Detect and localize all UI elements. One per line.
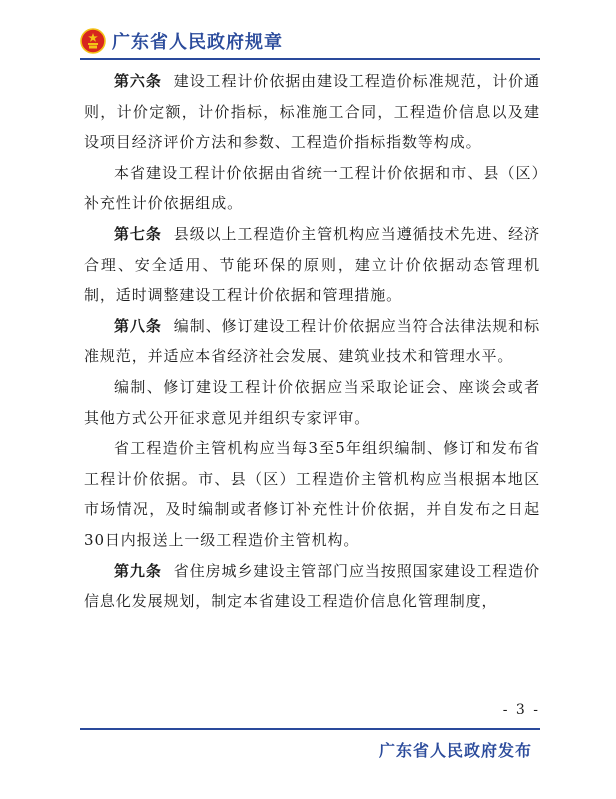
article-7-paragraph xyxy=(84,219,540,311)
article-8-text-2: 编制、修订建设工程计价依据应当采取论证会、座谈会或者其他方式公开征求意见并组织专家评审。 xyxy=(84,377,540,427)
article-8-paragraph-2 xyxy=(84,372,540,433)
article-6-text: 建设工程计价依据由建设工程造价标准规范，计价通则，计价定额，计价指标，标准施工合同，工程造价信息以及建设项目经济评价方法和参数、工程造价指标指数等构成。 xyxy=(84,72,541,152)
footer-publisher: 广东省人民政府发布 xyxy=(378,741,532,760)
article-6-paragraph xyxy=(84,66,540,158)
header-divider xyxy=(80,58,540,60)
national-emblem-icon xyxy=(80,28,106,54)
article-7-text: 县级以上工程造价主管机构应当遵循技术先进、经济合理、安全适用、节能环保的原则，建立计价依据动态管理机制，适时调整建设工程计价依据和管理措施。 xyxy=(84,224,541,305)
page-number: - 3 - xyxy=(502,702,540,718)
article-8-text: 编制、修订建设工程计价依据应当符合法律法规和标准规范，并适应本省经济社会发展、建筑业技术和管理水平。 xyxy=(84,316,541,366)
article-8-label: 第八条 xyxy=(114,316,162,335)
article-9-text: 省住房城乡建设主管部门应当按照国家建设工程造价信息化发展规划，制定本省建设工程造价信息化管理制度， xyxy=(84,561,541,611)
article-9-label: 第九条 xyxy=(114,561,162,580)
article-6-label: 第六条 xyxy=(114,72,162,90)
article-8-paragraph xyxy=(84,311,540,372)
document-body xyxy=(84,66,540,617)
header-title: 广东省人民政府规章 xyxy=(112,32,283,53)
article-9-paragraph xyxy=(84,556,540,617)
article-8-text-3: 省工程造价主管机构应当每3至5年组织编制、修订和发布省工程计价依据。市、县（区）工程造价主管机构应当根据本地区市场情况，及时编制或者修订补充性计价依据，并自发布之日起30日内报送上一级工程造价主管机构。 xyxy=(84,439,540,549)
article-6-text-2: 本省建设工程计价依据由省统一工程计价依据和市、县（区）补充性计价依据组成。 xyxy=(84,163,540,213)
article-8-paragraph-3 xyxy=(84,433,540,555)
footer-divider xyxy=(80,728,540,730)
article-6-paragraph-2 xyxy=(84,158,540,219)
article-7-label: 第七条 xyxy=(114,224,162,243)
page-header xyxy=(80,26,283,56)
